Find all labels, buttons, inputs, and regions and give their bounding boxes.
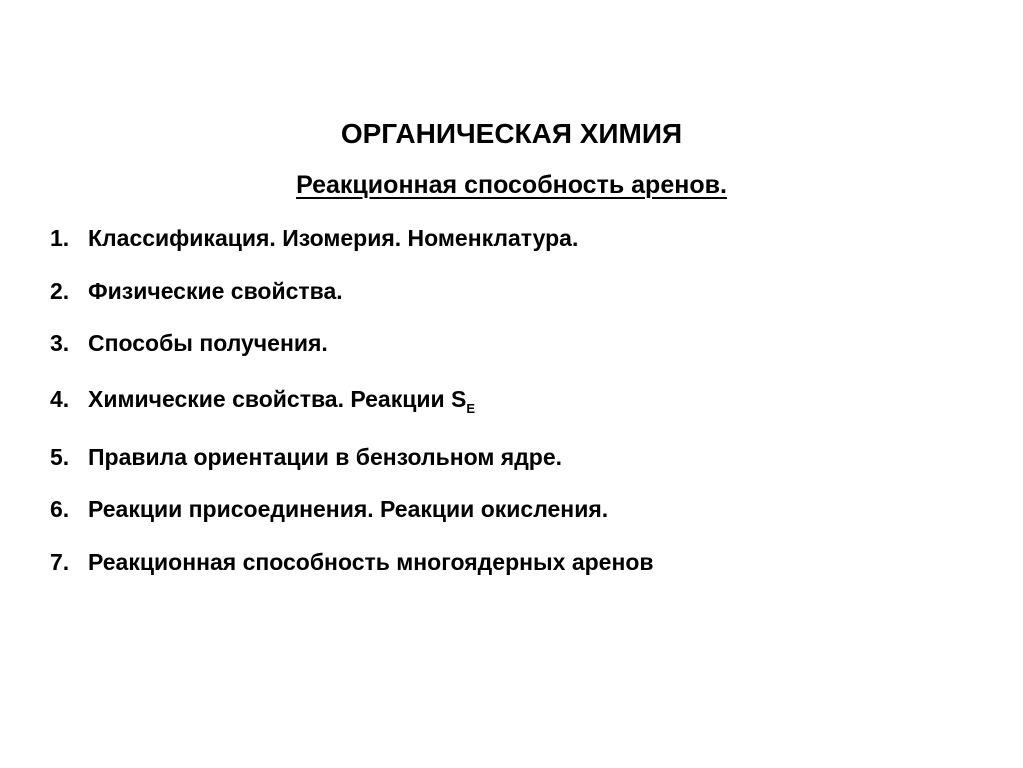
agenda-item-number: 5. bbox=[50, 444, 70, 470]
slide-title bbox=[0, 116, 1023, 152]
agenda-item-number: 1. bbox=[50, 225, 70, 251]
agenda-item-number: 2. bbox=[50, 278, 70, 304]
agenda-item-text: Физические свойства. bbox=[88, 278, 343, 304]
slide-subtitle-text: Реакционная способность аренов bbox=[296, 171, 720, 199]
agenda-item-number: 6. bbox=[50, 496, 70, 522]
agenda-item-subscript: E bbox=[466, 401, 476, 416]
agenda-item bbox=[50, 494, 1010, 524]
slide-subtitle-period: . bbox=[719, 171, 727, 199]
slide-title-text: ОРГАНИЧЕСКАЯ ХИМИЯ bbox=[340, 118, 683, 149]
agenda-item-text: Реакционная способность многоядерных аренов bbox=[88, 549, 654, 575]
agenda-item-text: Реакции присоединения. Реакции окисления. bbox=[88, 496, 609, 522]
agenda-item bbox=[50, 547, 1010, 577]
slide-subtitle bbox=[0, 168, 1023, 202]
agenda-item bbox=[50, 223, 1010, 253]
agenda-item bbox=[50, 442, 1010, 472]
agenda-item-text: Классификация. Изомерия. Номенклатура. bbox=[88, 225, 579, 251]
agenda-item bbox=[50, 276, 1010, 306]
agenda-item-text: Химические свойства. Реакции S bbox=[88, 386, 467, 412]
agenda-item-text: Правила ориентации в бензольном ядре. bbox=[88, 444, 563, 470]
agenda-item-number: 7. bbox=[50, 549, 70, 575]
agenda-item-text: Способы получения. bbox=[88, 330, 328, 356]
agenda-item bbox=[50, 384, 1010, 424]
agenda-item-number: 4. bbox=[50, 386, 70, 412]
agenda-item bbox=[50, 328, 1010, 358]
agenda-item-number: 3. bbox=[50, 330, 70, 356]
